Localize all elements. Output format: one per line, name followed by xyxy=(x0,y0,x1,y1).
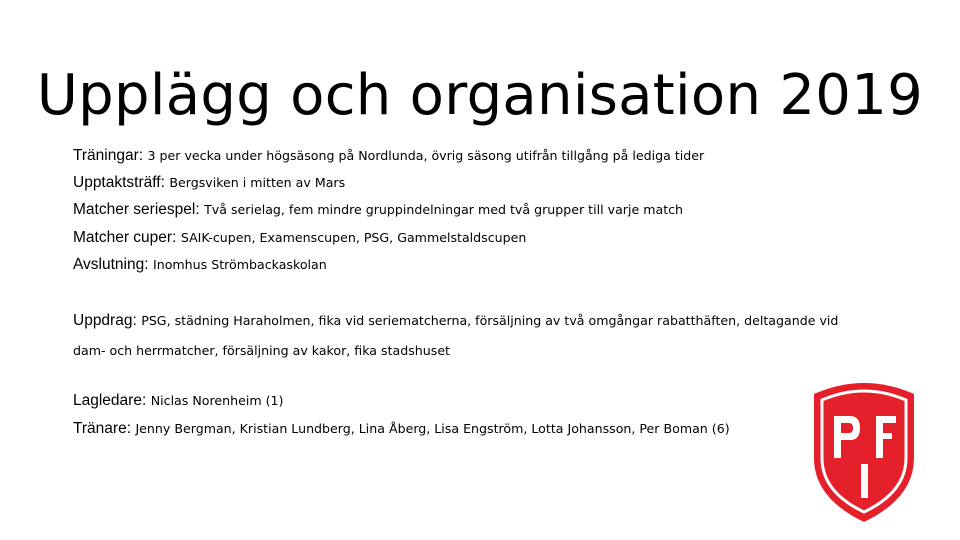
info-row-avslutning xyxy=(73,256,327,274)
info-row-lagledare xyxy=(73,392,283,410)
info-value: PSG, städning Haraholmen, fika vid seriematcherna, försäljning av två omgångar rabatthäften, deltagande vid dam- och herrmatcher, försäljning av kakor, fika stadshuset xyxy=(73,313,839,358)
info-row-matcher-seriespel xyxy=(73,201,683,219)
page-title: Upplägg och organisation 2019 xyxy=(36,62,924,128)
info-row-traningar xyxy=(73,147,704,165)
pif-club-crest-logo xyxy=(806,376,922,524)
info-label: Avslutning: xyxy=(73,256,149,273)
info-label: Uppdrag: xyxy=(73,312,137,329)
info-row-uppdrag xyxy=(73,306,873,366)
info-row-tranare xyxy=(73,420,730,438)
info-label: Tränare: xyxy=(73,420,132,437)
info-value: Bergsviken i mitten av Mars xyxy=(169,175,346,190)
info-row-matcher-cuper xyxy=(73,229,526,247)
info-value: SAIK-cupen, Examenscupen, PSG, Gammelstaldscupen xyxy=(180,230,527,245)
info-label: Matcher cuper: xyxy=(73,229,177,246)
info-label: Matcher seriespel: xyxy=(73,201,200,218)
info-value: Två serielag, fem mindre gruppindelningar med två grupper till varje match xyxy=(204,202,684,217)
crest-shield xyxy=(814,383,914,522)
info-label: Lagledare: xyxy=(73,392,147,409)
info-value: Niclas Norenheim (1) xyxy=(150,393,284,408)
info-label: Upptaktsträff: xyxy=(73,174,165,191)
info-value: Jenny Bergman, Kristian Lundberg, Lina Åberg, Lisa Engström, Lotta Johansson, Per Boman (6) xyxy=(135,421,730,436)
info-label: Träningar: xyxy=(73,147,144,164)
info-value: 3 per vecka under högsäsong på Nordlunda, övrig säsong utifrån tillgång på lediga tider xyxy=(147,148,705,163)
info-row-upptaktstraff xyxy=(73,174,345,192)
crest-letter-i xyxy=(861,464,868,498)
info-value: Inomhus Strömbackaskolan xyxy=(153,257,327,272)
